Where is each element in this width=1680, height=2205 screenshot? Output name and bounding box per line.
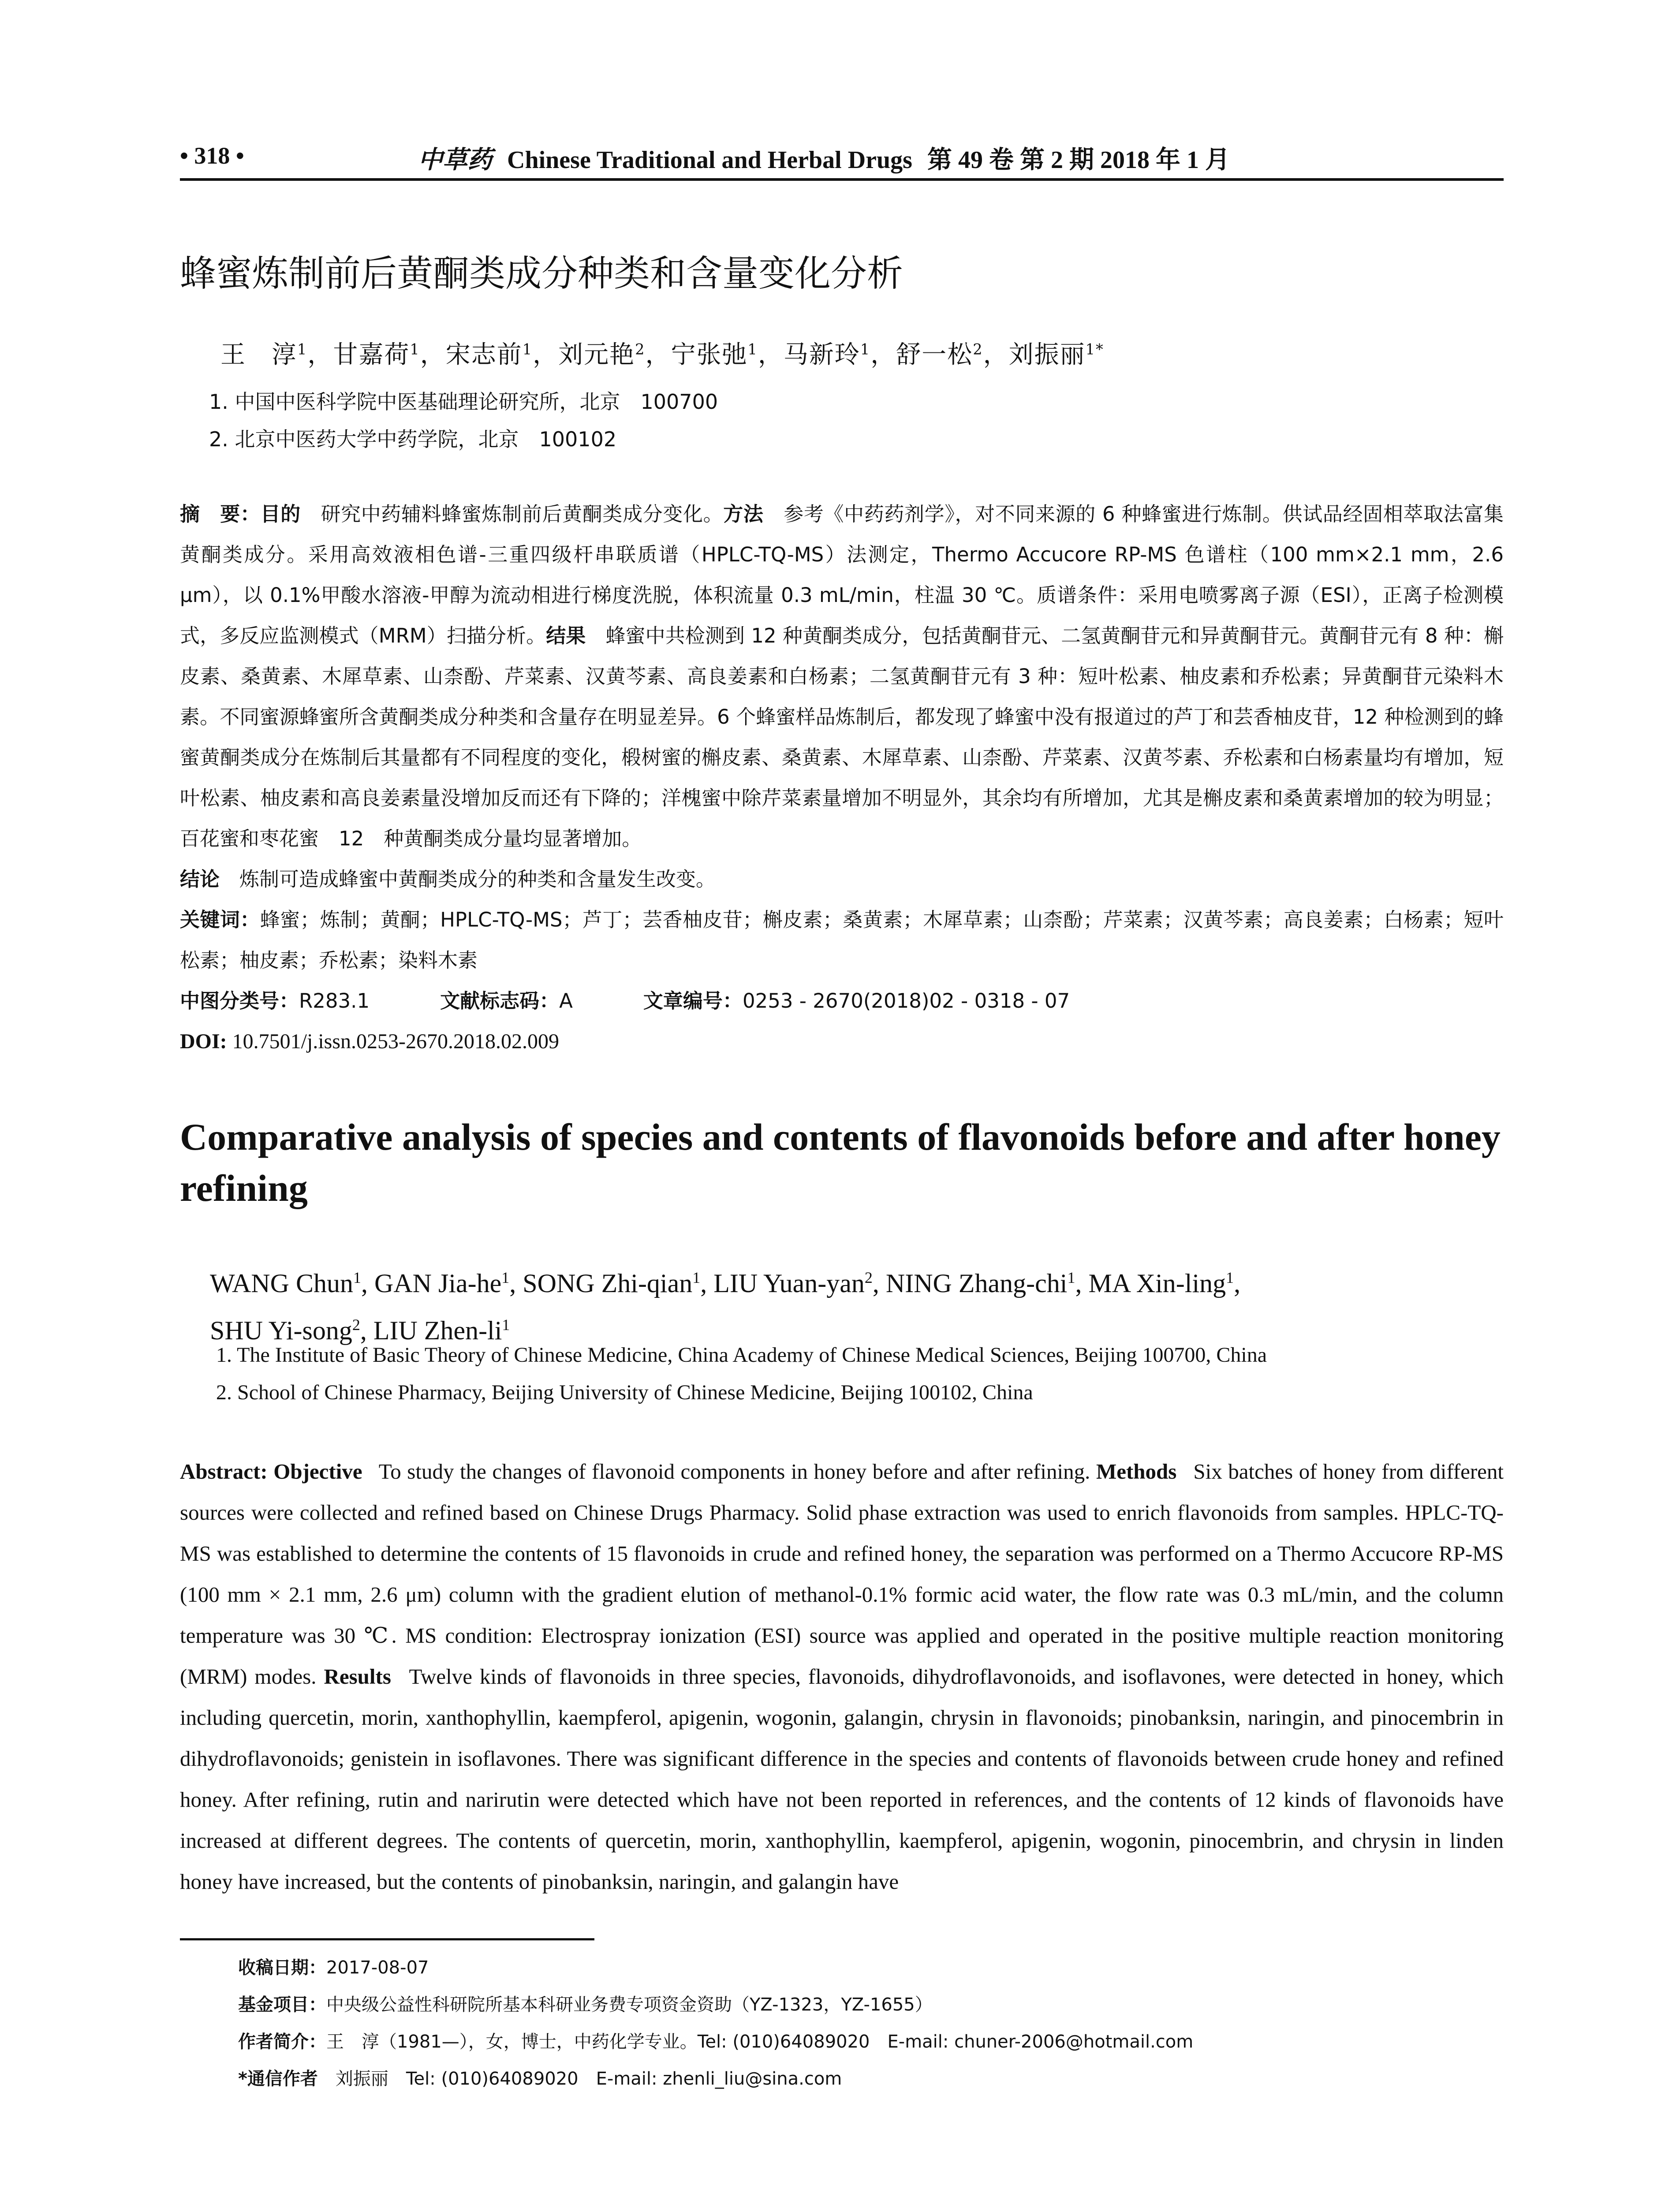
abstract-en: [180, 1451, 1504, 1902]
doi-line: DOI: 10.7501/j.issn.0253-2670.2018.02.009: [180, 1030, 560, 1053]
methods-en-label: Methods: [1096, 1459, 1177, 1484]
results-label: 结果: [546, 624, 586, 647]
author-cn: 刘振丽$^{1*}$: [1008, 340, 1104, 369]
author-list-cn: 王 淳$^1$，甘嘉荷$^1$，宋志前$^1$，刘元艳$^2$，宁张弛$^1$，马新玲$^1$，舒一松$^2$，刘振丽$^{1*}$: [220, 340, 1104, 369]
footnote-received: 收稿日期：2017-08-07: [238, 1958, 429, 1978]
article-title-en: Comparative analysis of species and contents of flavonoids before and after honey refining: [180, 1116, 1501, 1209]
footnote-fund: 基金项目：中央级公益性科研院所基本科研业务费专项资金资助（YZ-1323，YZ-1655）: [238, 1995, 933, 2015]
author-cn: 宋志前$^1$: [445, 340, 533, 369]
affiliation-cn-1: 1. 中国中医科学院中医基础理论研究所，北京 100700: [209, 390, 718, 414]
affiliation-en-1: 1. The Institute of Basic Theory of Chinese Medicine, China Academy of Chinese Medical Sciences, Beijing 100700, China: [216, 1343, 1267, 1367]
page-number: • 318 •: [180, 142, 244, 169]
article-title-cn: 蜂蜜炼制前后黄酮类成分种类和含量变化分析: [180, 253, 903, 295]
abstract-cn: [180, 494, 1504, 1062]
conclusion-text: 炼制可造成蜂蜜中黄酮类成分的种类和含量发生改变。: [239, 867, 716, 891]
author-cn: 马新玲$^1$: [783, 340, 871, 369]
author-en: MA Xin-ling$^1$: [1088, 1269, 1234, 1298]
affiliation-en-2: 2. School of Chinese Pharmacy, Beijing University of Chinese Medicine, Beijing 100102, China: [216, 1381, 1033, 1404]
author-list-en: [210, 1257, 1489, 1351]
methods-en-text: Six batches of honey from different sources were collected and refined based on Chinese Drugs Pharmacy. Solid phase extraction was used to enrich flavonoids from samples. HPLC-TQ-MS was established to determine the contents of 15 flavonoids in crude and refined honey, the separation was performed on a Thermo Accucore RP-MS (100 mm × 2.1 mm, 2.6 μm) column with the gradient elution of methanol-0.1% formic acid water, the flow rate was 0.3 mL/min, and the column temperature was 30 ℃. MS condition: Electrospray ionization (ESI) source was applied and operated in the positive multiple reaction monitoring (MRM) modes.: [180, 1459, 1504, 1689]
journal-issue: 第 49 卷 第 2 期 2018 年 1 月: [927, 146, 1230, 174]
author-cn: 甘嘉荷$^1$: [333, 340, 420, 369]
footnote-divider: [180, 1938, 594, 1940]
conclusion-label: 结论: [180, 867, 220, 891]
results-en-label: Results: [324, 1664, 391, 1689]
author-en: SONG Zhi-qian$^1$: [523, 1269, 701, 1298]
author-en: LIU Zhen-$li^1$: [373, 1316, 510, 1345]
author-line-2: SHU Yi-song$^2$, LIU Zhen-$li^1$: [210, 1316, 510, 1345]
classification-line: 中图分类号：R283.1 文献标志码：A 文章编号：0253 - 2670(2018)02 - 0318 - 07: [180, 989, 1070, 1013]
objective-text: 研究中药辅料蜂蜜炼制前后黄酮类成分变化。: [320, 502, 724, 526]
author-cn: 舒一松$^2$: [896, 340, 983, 369]
footnotes: [238, 1949, 1504, 2097]
doi-value[interactable]: 10.7501/j.issn.0253-2670.2018.02.009: [232, 1030, 560, 1053]
journal-name-cn: 中草药: [418, 145, 492, 174]
objective-label: 目的: [260, 502, 301, 526]
results-en-text: Twelve kinds of flavonoids in three species, flavonoids, dihydroflavonoids, and isoflavones, were detected in honey, which including quercetin, morin, xanthophyllin, kaempferol, apigenin, wogonin, galangin, chrysin in flavonoids; pinobanksin, naringin, and pinocembrin in dihydroflavonoids; genistein in isoflavones. There was significant difference in the species and contents of flavonoids between crude honey and refined honey. After refining, rutin and narirutin were detected which have not been reported in references, and the contents of 12 kinds of flavonoids have increased at different degrees. The contents of quercetin, morin, xanthophyllin, kaempferol, apigenin, wogonin, pinocembrin, and chrysin in linden honey have increased, but the contents of pinobanksin, naringin, and galangin have: [180, 1664, 1504, 1894]
author-en: GAN Jia-$he^1$: [374, 1269, 510, 1298]
abstract-en-label: Abstract:: [180, 1459, 268, 1484]
affiliation-cn-2: 2. 北京中医药大学中药学院，北京 100102: [209, 427, 617, 451]
author-en: SHU Yi-song$^2$: [210, 1316, 360, 1345]
methods-text: 参考《中药药剂学》，对不同来源的 6 种蜂蜜进行炼制。供试品经固相萃取法富集黄酮类成分。采用高效液相色谱-三重四级杆串联质谱（HPLC-TQ-MS）法测定，Thermo Accucore RP-MS 色谱柱（100 mm×2.1 mm，2.6 μm），以 0.1%甲酸水溶液-甲醇为流动相进行梯度洗脱，体积流量 0.3 mL/min，柱温 30 ℃。质谱条件：采用电喷雾离子源（ESI），正离子检测模式，多反应监测模式（MRM）扫描分析。: [180, 502, 1504, 647]
abstract-label: 摘 要：: [180, 502, 261, 526]
journal-info: [418, 140, 1230, 176]
author-en: WANG Chun$^1$: [210, 1269, 361, 1298]
abstract-cn-body: [180, 494, 1504, 900]
journal-name-en: Chinese Traditional and Herbal Drugs: [507, 146, 912, 174]
author-en: NING Zhang-chi$^1$: [885, 1269, 1075, 1298]
objective-en-label: Objective: [273, 1459, 362, 1484]
keywords-cn: 关键词：蜂蜜；炼制；黄酮；HPLC-TQ-MS；芦丁；芸香柚皮苷；槲皮素；桑黄素；木犀草素；山柰酚；芹菜素；汉黄芩素；高良姜素；白杨素；短叶松素；柚皮素；乔松素；染料木素: [180, 908, 1504, 972]
objective-en-text: To study the changes of flavonoid components in honey before and after refining.: [378, 1459, 1090, 1484]
author-line-1: WANG Chun$^1$, GAN Jia-$he^1$, SONG Zhi-qian$^1$, LIU Yuan-yan$^2$, NING Zhang-chi$^1$, MA Xin-ling$^1$,: [210, 1269, 1241, 1298]
author-cn: 王 淳$^1$: [220, 340, 308, 369]
results-text: 蜂蜜中共检测到 12 种黄酮类成分，包括黄酮苷元、二氢黄酮苷元和异黄酮苷元。黄酮苷元有 8 种：槲皮素、桑黄素、木犀草素、山柰酚、芹菜素、汉黄芩素、高良姜素和白杨素；二氢黄酮苷元有 3 种：短叶松素、柚皮素和乔松素；异黄酮苷元染料木素。不同蜜源蜂蜜所含黄酮类成分种类和含量存在明显差异。6 个蜂蜜样品炼制后，都发现了蜂蜜中没有报道过的芦丁和芸香柚皮苷，12 种检测到的蜂蜜黄酮类成分在炼制后其量都有不同程度的变化，椴树蜜的槲皮素、桑黄素、木犀草素、山柰酚、芹菜素、汉黄芩素、乔松素和白杨素量均有增加，短叶松素、柚皮素和高良姜素量没增加反而还有下降的；洋槐蜜中除芹菜素量增加不明显外，其余均有所增加，尤其是槲皮素和桑黄素增加的较为明显；百花蜜和枣花蜜 12 种黄酮类成分量均显著增加。: [180, 624, 1504, 850]
methods-label: 方法: [723, 502, 764, 526]
footnote-corresponding: *通信作者 刘振丽 Tel: (010)64089020 E-mail: zhenli_liu@sina.com: [238, 2069, 842, 2089]
footnote-author: 作者简介：王 淳（1981—），女，博士，中药化学专业。Tel: (010)64089020 E-mail: chuner-2006@hotmail.com: [238, 2032, 1194, 2052]
author-cn: 宁张弛$^1$: [671, 340, 758, 369]
running-header: [180, 138, 1504, 181]
author-en: LIU Yuan-yan$^2$: [713, 1269, 873, 1298]
author-cn: 刘元艳$^2$: [558, 340, 646, 369]
